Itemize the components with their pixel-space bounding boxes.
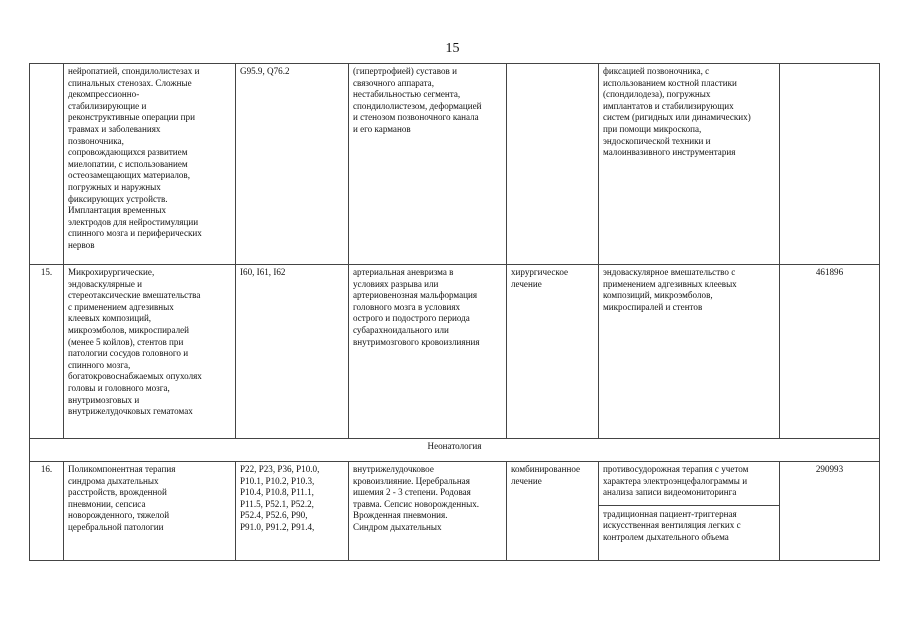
table-row bbox=[30, 64, 880, 265]
row-number-cell bbox=[30, 64, 64, 265]
medical-care-table bbox=[29, 63, 880, 561]
intervention-name-cell: Микрохирургические, эндоваскулярные и стереотаксические вмешательства с применением адгезивных клеевых композиций, микроэмболов, микроспиралей (менее 5 койлов), стентов при патологии сосудов головного и спинного мозга, богатокровоснабжаемых опухолях головы и головного мозга, внутримозговых и внутрижелудочковых гематомах bbox=[64, 265, 236, 439]
price-cell: 461896 bbox=[780, 265, 880, 439]
price-cell: 290993 bbox=[780, 462, 880, 561]
table-row bbox=[30, 462, 880, 561]
treatment-type-cell: комбинированное лечение bbox=[507, 462, 599, 561]
treatment-method-cell: эндоваскулярное вмешательство с применением адгезивных клеевых композиций, микроэмболов, микроспиралей и стентов bbox=[599, 265, 780, 439]
treatment-method-cell bbox=[599, 462, 780, 561]
price-cell bbox=[780, 64, 880, 265]
icd-codes-cell: P22, P23, P36, P10.0, P10.1, P10.2, P10.3, P10.4, P10.8, P11.1, P11.5, P52.1, P52.2, P52.4, P52.6, P90, P91.0, P91.2, P91.4, bbox=[236, 462, 349, 561]
treatment-type-cell: хирургическое лечение bbox=[507, 265, 599, 439]
patient-model-cell: (гипертрофией) суставов и связочного аппарата, нестабильностью сегмента, спондилолистезом, деформацией и стенозом позвоночного канала и его карманов bbox=[349, 64, 507, 265]
row-number-cell: 15. bbox=[30, 265, 64, 439]
intervention-name-cell: нейропатией, спондилолистезах и спинальных стенозах. Сложные декомпрессионно- стабилизирующие и реконструктивные операции при травмах и заболеваниях позвоночника, сопровождающихся развитием миелопатии, с использованием остеозамещающих материалов, погружных и наружных фиксирующих устройств. Имплантация временных электродов для нейростимуляции спинного мозга и периферических нервов bbox=[64, 64, 236, 265]
section-row bbox=[30, 439, 880, 462]
treatment-type-cell bbox=[507, 64, 599, 265]
patient-model-cell: артериальная аневризма в условиях разрыва или артериовенозная мальформация головного мозга в условиях острого и подострого периода субарахноидального или внутримозгового кровоизлияния bbox=[349, 265, 507, 439]
page-number: 15 bbox=[445, 41, 460, 56]
icd-codes-cell: G95.9, Q76.2 bbox=[236, 64, 349, 265]
icd-codes-cell: I60, I61, I62 bbox=[236, 265, 349, 439]
table-row bbox=[30, 265, 880, 439]
treatment-method-line: противосудорожная терапия с учетом характера электроэнцефалограммы и анализа записи видеомониторинга bbox=[603, 464, 749, 498]
intervention-name-cell: Поликомпонентная терапия синдрома дыхательных расстройств, врожденной пневмонии, сепсиса новорожденного, тяжелой церебральной патологии bbox=[64, 462, 236, 561]
treatment-method-cell: фиксацией позвоночника, с использованием костной пластики (спондилодеза), погружных имплантатов и стабилизирующих систем (ригидных или динамических) при помощи микроскопа, эндоскопической техники и малоинвазивного инструментария bbox=[599, 64, 780, 265]
section-title: Неонатология bbox=[30, 439, 880, 462]
patient-model-cell: внутрижелудочковое кровоизлияние. Церебральная ишемия 2 - 3 степени. Родовая травма. Сепсис новорожденных. Врожденная пневмония. Синдром дыхательных bbox=[349, 462, 507, 561]
row-number-cell: 16. bbox=[30, 462, 64, 561]
treatment-method-line: традиционная пациент-триггерная искусственная вентиляция легких с контролем дыхательного объема bbox=[599, 505, 779, 544]
